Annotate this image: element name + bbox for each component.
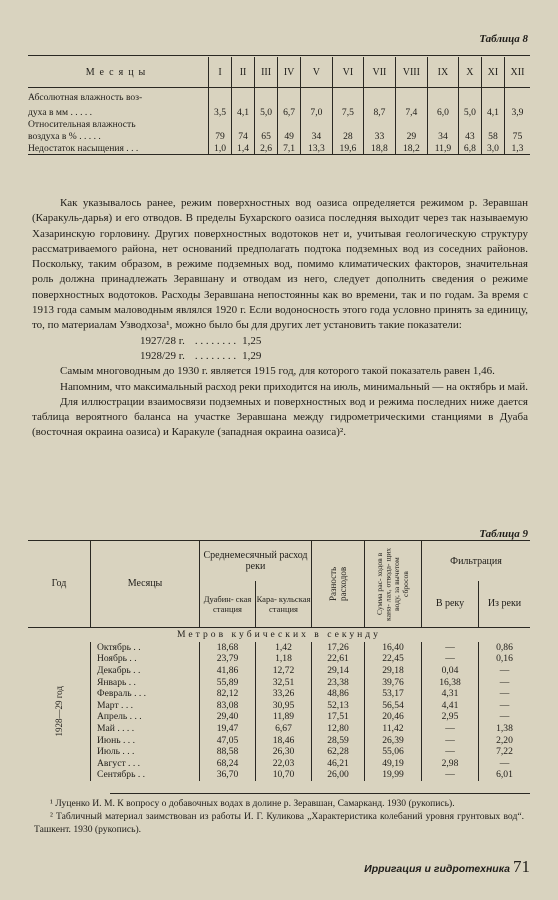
table9-year-cell xyxy=(28,642,91,781)
table9-cell-from: — xyxy=(479,688,531,700)
table9-cell-sum: 22,45 xyxy=(365,653,422,665)
table9-cell-river: 4,31 xyxy=(422,688,479,700)
table8-cell: 6,7 xyxy=(278,106,301,118)
table8-cell xyxy=(481,88,504,107)
table9-cell-river: — xyxy=(422,734,479,746)
table8-cell xyxy=(232,88,255,107)
table9-header-avg: Среднемесячный расход реки xyxy=(200,541,312,581)
table8-row-label: Недостаток насыщения . . . xyxy=(28,142,209,155)
coefficient-line xyxy=(140,349,528,364)
table8-cell: 29 xyxy=(395,130,427,142)
table9-cell-river: — xyxy=(422,746,479,758)
table8-cell xyxy=(278,118,301,130)
table9-cell-river: 2,95 xyxy=(422,711,479,723)
table9-cell-kara: 26,30 xyxy=(256,746,312,758)
table9-row xyxy=(28,665,530,677)
table8-cell: 49 xyxy=(278,130,301,142)
table8-cell xyxy=(301,88,333,107)
table9-header-from-river: Из реки xyxy=(479,581,531,627)
table8-month-4: IV xyxy=(278,57,301,88)
table9-row xyxy=(28,757,530,769)
table8-cell: 18,8 xyxy=(364,142,396,155)
table8-row xyxy=(28,88,530,107)
table9-cell-diff: 23,38 xyxy=(312,676,365,688)
table8-cell: 3,9 xyxy=(504,106,530,118)
table8-month-11: XI xyxy=(481,57,504,88)
table8-cell: 2,6 xyxy=(255,142,278,155)
table8-cell: 34 xyxy=(301,130,333,142)
table9-cell-duaba: 36,70 xyxy=(200,769,256,781)
footnote-1: ¹ Луценко И. М. К вопросу о добавочных водах в долине р. Зеравшан, Самарканд. 1930 (рукопись). xyxy=(50,798,455,809)
footnotes xyxy=(34,797,524,836)
table8-cell: 65 xyxy=(255,130,278,142)
table8-row-label: духа в мм . . . . . xyxy=(28,106,93,118)
table8-month-8: VIII xyxy=(395,57,427,88)
table9-cell-from: 0,86 xyxy=(479,642,531,654)
table8-cell xyxy=(481,118,504,130)
table8-cell xyxy=(458,118,481,130)
table8-cell: 1,0 xyxy=(209,142,232,155)
table8-row xyxy=(28,118,530,130)
table8-cell: 75 xyxy=(504,130,530,142)
table8-cell: 5,0 xyxy=(458,106,481,118)
table9-cell-duaba: 88,58 xyxy=(200,746,256,758)
table8-cell: 3,5 xyxy=(209,106,232,118)
table9-cell-river: 16,38 xyxy=(422,676,479,688)
table8-cell: 8,7 xyxy=(364,106,396,118)
table9-header-months: Месяцы xyxy=(91,541,200,627)
table8-cell xyxy=(428,118,459,130)
table9-cell-month: Май . . . . xyxy=(91,723,200,735)
table9-cell-diff: 17,26 xyxy=(312,642,365,654)
table9-cell-kara: 10,70 xyxy=(256,769,312,781)
table9-header-into-river: В реку xyxy=(422,581,479,627)
table9-cell-duaba: 29,40 xyxy=(200,711,256,723)
table8-month-7: VII xyxy=(364,57,396,88)
table9-header-diff: Разность расходов xyxy=(312,541,365,627)
table8-cell xyxy=(301,118,333,130)
table8-body xyxy=(28,88,530,155)
table9-cell-month: Апрель . . . xyxy=(91,711,200,723)
table9-row xyxy=(28,746,530,758)
table9-cell-river: 2,98 xyxy=(422,757,479,769)
table8-cell xyxy=(364,118,396,130)
table9-cell-month: Июнь . . . xyxy=(91,734,200,746)
table9-cell-month: Декабрь . . xyxy=(91,665,200,677)
table9-cell-diff: 52,13 xyxy=(312,699,365,711)
table9-cell-from: 7,22 xyxy=(479,746,531,758)
table9-cell-from: 6,01 xyxy=(479,769,531,781)
table8-cell xyxy=(232,118,255,130)
coefficient-dots: . . . . . . . . xyxy=(194,334,237,347)
table8-cell xyxy=(332,88,364,107)
table9-cell-kara: 32,51 xyxy=(256,676,312,688)
table9-cell-month: Ноябрь . . xyxy=(91,653,200,665)
table9-cell-from: — xyxy=(479,676,531,688)
table9-year-label: 1928—29 год xyxy=(54,685,64,737)
table8-cell: 18,2 xyxy=(395,142,427,155)
table9-cell-diff: 46,21 xyxy=(312,757,365,769)
table9-row xyxy=(28,711,530,723)
table9-cell-diff: 22,61 xyxy=(312,653,365,665)
table8-row-label: Абсолютная влажность воз- xyxy=(28,91,143,103)
table8-cell: 74 xyxy=(232,130,255,142)
table9-cell-duaba: 18,68 xyxy=(200,642,256,654)
table9-cell-month: Сентябрь . . xyxy=(91,769,200,781)
table8-cell: 7,0 xyxy=(301,106,333,118)
table8-cell xyxy=(209,88,232,107)
table8-cell: 7,1 xyxy=(278,142,301,155)
table8-header-months: Месяцы xyxy=(28,57,209,88)
table8-row xyxy=(28,130,530,142)
table9-cell-duaba: 47,05 xyxy=(200,734,256,746)
table9-label: Таблица 9 xyxy=(479,528,528,540)
page-number: 71 xyxy=(513,857,530,876)
table8-cell xyxy=(332,118,364,130)
table9-header-duaba: Дуабин- ская станция xyxy=(200,581,256,627)
table8-cell xyxy=(364,88,396,107)
table9-cell-from: — xyxy=(479,711,531,723)
table8-row xyxy=(28,142,530,155)
table9-cell-kara: 6,67 xyxy=(256,723,312,735)
table9-row xyxy=(28,769,530,781)
table8-cell: 6,8 xyxy=(458,142,481,155)
table8-row xyxy=(28,106,530,118)
coefficient-value: 1,29 xyxy=(242,349,262,362)
table9-row xyxy=(28,642,530,654)
table8-cell: 79 xyxy=(209,130,232,142)
table9-row xyxy=(28,676,530,688)
table8-cell xyxy=(209,118,232,130)
table9-cell-sum: 55,06 xyxy=(365,746,422,758)
table8-cell: 28 xyxy=(332,130,364,142)
table8-cell xyxy=(395,118,427,130)
table9-cell-river: — xyxy=(422,769,479,781)
table9-cell-diff: 12,80 xyxy=(312,723,365,735)
table9-cell-from: 0,16 xyxy=(479,653,531,665)
table8-month-5: V xyxy=(301,57,333,88)
table9-cell-duaba: 41,86 xyxy=(200,665,256,677)
table8-cell xyxy=(255,118,278,130)
table9-cell-from: 2,20 xyxy=(479,734,531,746)
table9-cell-sum: 39,76 xyxy=(365,676,422,688)
table9-cell-duaba: 82,12 xyxy=(200,688,256,700)
table9-cell-duaba: 83,08 xyxy=(200,699,256,711)
table9-header-row-1 xyxy=(28,541,530,581)
table9-cell-kara: 12,72 xyxy=(256,665,312,677)
table8-cell: 13,3 xyxy=(301,142,333,155)
table9-body xyxy=(28,627,530,781)
table9-units-banner: Метров кубических в секунду xyxy=(177,629,381,640)
table8-cell: 34 xyxy=(428,130,459,142)
table9-cell-diff: 17,51 xyxy=(312,711,365,723)
table8-month-10: X xyxy=(458,57,481,88)
table8-cell: 4,1 xyxy=(232,106,255,118)
table9-cell-sum: 20,46 xyxy=(365,711,422,723)
coefficient-year: 1927/28 г. xyxy=(140,334,185,347)
table8-cell: 58 xyxy=(481,130,504,142)
table9-row xyxy=(28,699,530,711)
footnote-2: ² Табличный материал заимствован из работы И. Г. Куликова „Характеристика колебаний уровня грунтовых вод“. Ташкент. 1930 (рукопись). xyxy=(34,811,524,835)
table8-month-6: VI xyxy=(332,57,364,88)
running-footer: Ирригация и гидротехника xyxy=(364,863,510,875)
table9-row xyxy=(28,723,530,735)
table9-header-year: Год xyxy=(51,578,67,590)
table8-month-9: IX xyxy=(428,57,459,88)
coefficient-line xyxy=(140,334,528,349)
table8-cell: 43 xyxy=(458,130,481,142)
table9-cell-sum: 11,42 xyxy=(365,723,422,735)
table8-row-label: Относительная влажность xyxy=(28,118,136,130)
table9-row xyxy=(28,653,530,665)
table8 xyxy=(28,57,530,155)
table8-header-row xyxy=(28,57,530,88)
table9-banner-row xyxy=(28,627,530,642)
table9-cell-month: Октябрь . . xyxy=(91,642,200,654)
table9-header-sum: Сумма рас- ходов в кана- лах, отвода- щих воду, за вычетом сбросов xyxy=(365,541,422,627)
table9-cell-month: Июль . . . xyxy=(91,746,200,758)
paragraph-3: Напомним, что максимальный расход реки приходится на июль, минимальный — на октябрь и май. xyxy=(60,380,528,393)
table8-cell xyxy=(395,88,427,107)
main-text xyxy=(32,196,528,441)
table8-cell xyxy=(504,88,530,107)
table8-month-1: I xyxy=(209,57,232,88)
table9-cell-month: Февраль . . . xyxy=(91,688,200,700)
table8-cell xyxy=(428,88,459,107)
table9-cell-kara: 18,46 xyxy=(256,734,312,746)
table9-cell-from: 1,38 xyxy=(479,723,531,735)
table8-row-label: воздуха в % . . . . . xyxy=(28,130,101,142)
table8-month-2: II xyxy=(232,57,255,88)
table9-cell-kara: 1,42 xyxy=(256,642,312,654)
paragraph-1: Как указывалось ранее, режим поверхностных вод оазиса определяется режимом р. Зеравшан (Каракуль-дарья) и его отводов. В пределы Бухарского оазиса последняя выходит через так называемую Хазаринскую горловину. Других поверхностных водотоков нет и, учитывая геологическую структуру рассматриваемого района, нет оснований предполагать подтока подземных вод из соседних районов. Поскольку, таким образом, в режиме подземных вод, помимо климатических факторов, значительная роль должна принадлежать Зеравшану и отводам из него, следует дополнить сведения о режиме поверхностных водотоков. Расходы Зеравшана непостоянны как во времени, так и по годам. За время с 1913 года самым маловодным являлся 1920 г. Если водоносность этого года условно принять за единицу, то, по материалам Узводхоза¹, можно было бы для других лет установить такие показатели: xyxy=(32,197,528,332)
table9-cell-sum: 29,18 xyxy=(365,665,422,677)
coefficient-dots: . . . . . . . . xyxy=(194,349,237,362)
table9-cell-sum: 19,99 xyxy=(365,769,422,781)
table8-cell: 7,4 xyxy=(395,106,427,118)
table9-cell-month: Январь . . xyxy=(91,676,200,688)
table9-cell-duaba: 19,47 xyxy=(200,723,256,735)
table9-cell-river: — xyxy=(422,723,479,735)
table8-cell: 33 xyxy=(364,130,396,142)
paragraph-2: Самым многоводным до 1930 г. является 1915 год, для которого такой показатель равен 1,46. xyxy=(60,365,495,378)
table9-cell-month: Март . . . xyxy=(91,699,200,711)
table9-cell-from: — xyxy=(479,665,531,677)
coefficient-value: 1,25 xyxy=(242,334,262,347)
table8-cell xyxy=(278,88,301,107)
table9-cell-diff: 28,59 xyxy=(312,734,365,746)
table9-cell-kara: 33,26 xyxy=(256,688,312,700)
table8-top-rule xyxy=(28,55,530,56)
table8-month-3: III xyxy=(255,57,278,88)
coefficient-list xyxy=(32,334,528,365)
table9-cell-sum: 53,17 xyxy=(365,688,422,700)
footnote-rule xyxy=(110,793,530,794)
table9-cell-kara: 22,03 xyxy=(256,757,312,769)
table8-cell: 11,9 xyxy=(428,142,459,155)
table9-cell-river: 0,04 xyxy=(422,665,479,677)
table9-cell-sum: 56,54 xyxy=(365,699,422,711)
table9-cell-duaba: 23,79 xyxy=(200,653,256,665)
table9-cell-duaba: 68,24 xyxy=(200,757,256,769)
table9-cell-sum: 49,19 xyxy=(365,757,422,769)
table9-cell-from: — xyxy=(479,699,531,711)
table9-cell-river: — xyxy=(422,653,479,665)
table8-cell: 19,6 xyxy=(332,142,364,155)
table9-cell-kara: 1,18 xyxy=(256,653,312,665)
table8-month-12: XII xyxy=(504,57,530,88)
paragraph-4: Для иллюстрации взаимосвязи подземных и поверхностных вод и режима последних ниже дается таблица вероятного баланса на участке Зеравшана между гидрометрическими станциями в Дуаба (восточная окраина оазиса) и Каракуле (западная окраина оазиса)². xyxy=(32,395,528,439)
table9-cell-diff: 62,28 xyxy=(312,746,365,758)
table9-cell-month: Август . . . xyxy=(91,757,200,769)
table8-cell: 4,1 xyxy=(481,106,504,118)
table9-cell-kara: 30,95 xyxy=(256,699,312,711)
table8-cell xyxy=(458,88,481,107)
table9 xyxy=(28,541,530,781)
table9-row xyxy=(28,734,530,746)
table9-header-karakul: Кара- кульская станция xyxy=(256,581,312,627)
table8-cell xyxy=(255,88,278,107)
table9-cell-diff: 48,86 xyxy=(312,688,365,700)
coefficient-year: 1928/29 г. xyxy=(140,349,185,362)
table8-cell xyxy=(504,118,530,130)
table8-cell: 5,0 xyxy=(255,106,278,118)
table9-row xyxy=(28,688,530,700)
table8-cell: 1,3 xyxy=(504,142,530,155)
table9-header-filtration: Фильтрация xyxy=(422,541,531,581)
table9-cell-sum: 16,40 xyxy=(365,642,422,654)
table8-cell: 3,0 xyxy=(481,142,504,155)
table9-cell-river: 4,41 xyxy=(422,699,479,711)
table9-cell-from: — xyxy=(479,757,531,769)
table8-cell: 6,0 xyxy=(428,106,459,118)
table9-cell-kara: 11,89 xyxy=(256,711,312,723)
table9-cell-river: — xyxy=(422,642,479,654)
table9-cell-diff: 29,14 xyxy=(312,665,365,677)
table9-cell-duaba: 55,89 xyxy=(200,676,256,688)
table8-label: Таблица 8 xyxy=(479,33,528,45)
table9-cell-diff: 26,00 xyxy=(312,769,365,781)
table8-cell: 7,5 xyxy=(332,106,364,118)
table8-cell: 1,4 xyxy=(232,142,255,155)
table9-cell-sum: 26,39 xyxy=(365,734,422,746)
